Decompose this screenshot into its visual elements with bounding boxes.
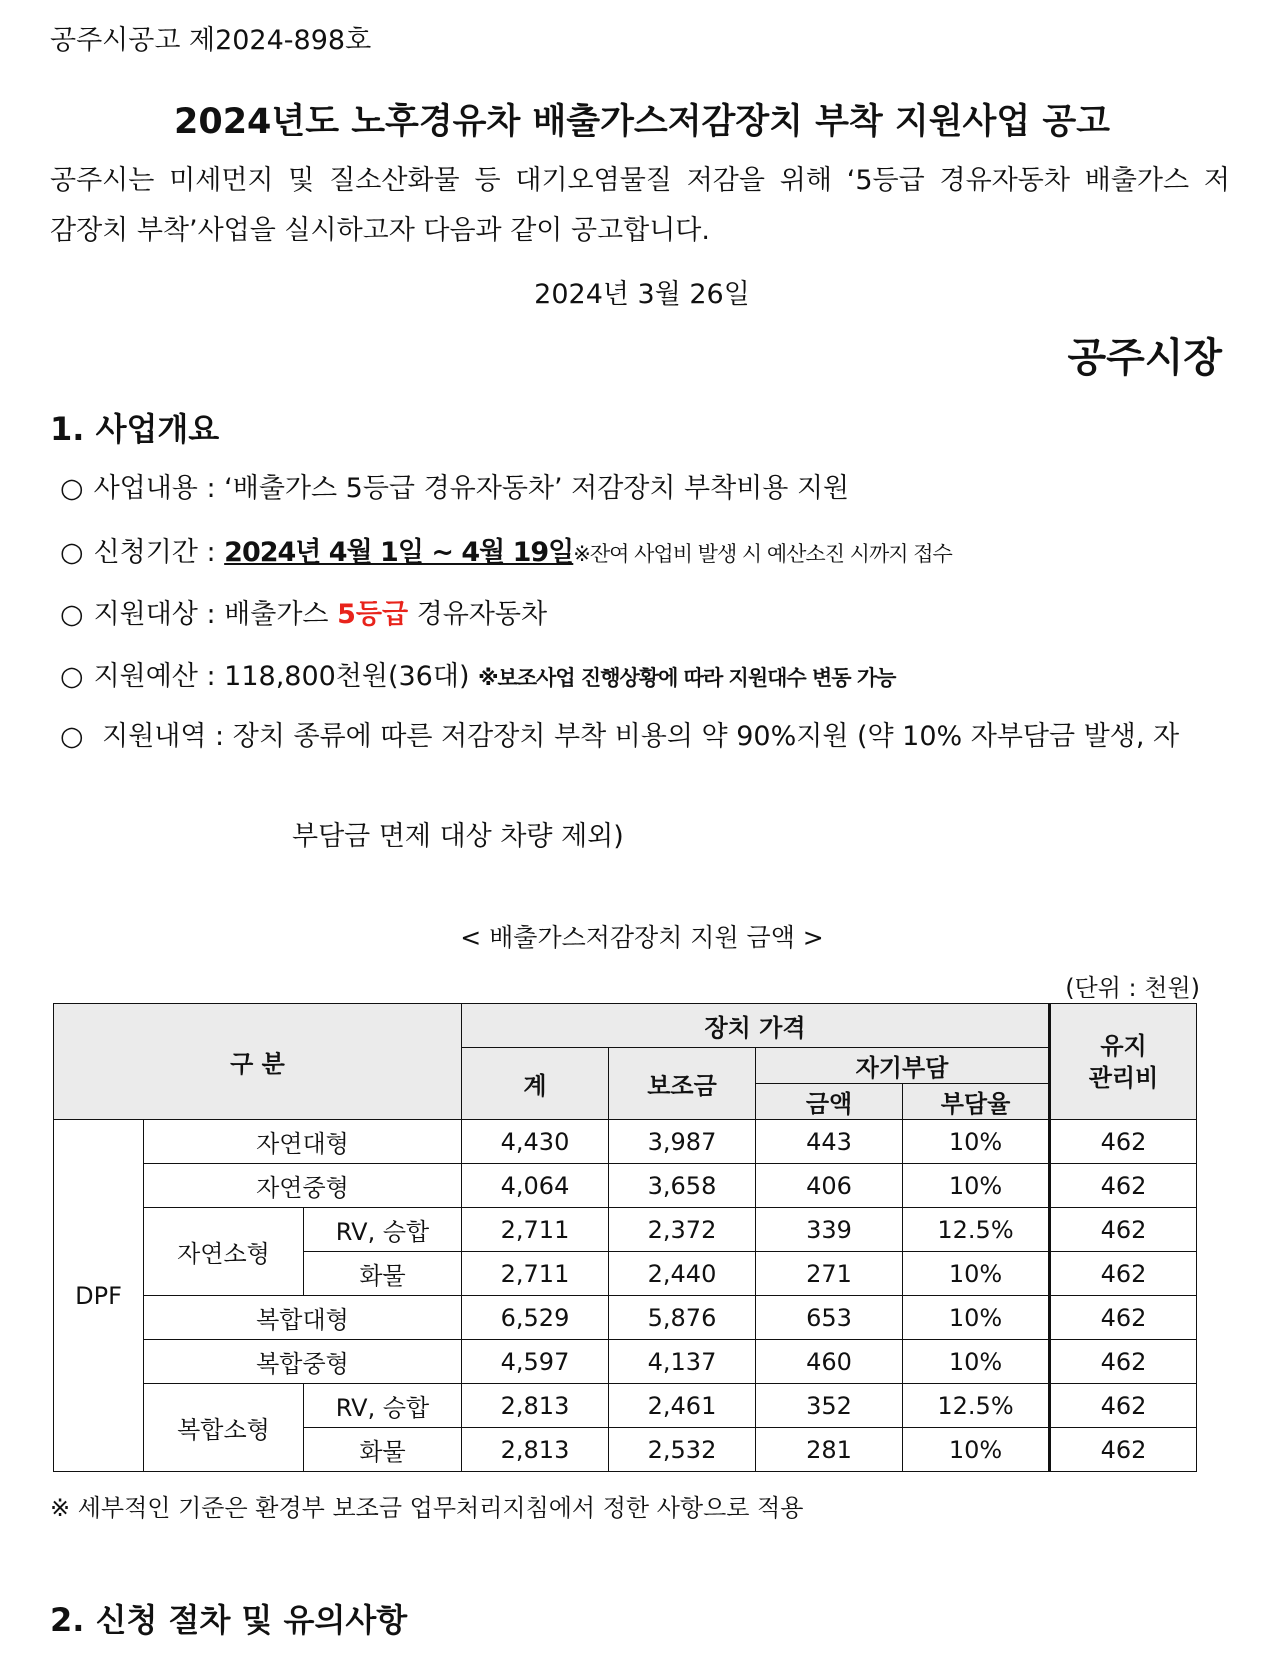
row-category: 복합중형 — [144, 1340, 462, 1384]
header-category: 구 분 — [54, 1004, 462, 1120]
cell-total: 2,711 — [462, 1208, 609, 1252]
row-subcategory: 화물 — [304, 1428, 462, 1472]
intro-line-1: 공주시는 미세먼지 및 질소산화물 등 대기오염물질 저감을 위해 ‘5등급 경유자동차 배출가스 저 — [50, 165, 1230, 196]
cell-maintenance: 462 — [1050, 1208, 1197, 1252]
section-1-heading: 1. 사업개요 — [50, 410, 220, 448]
row-category: 자연소형 — [144, 1208, 304, 1296]
item-detail-line-2: 부담금 면제 대상 차량 제외) — [292, 821, 624, 852]
item-target-post: 경유자동차 — [408, 599, 548, 630]
cell-total: 2,711 — [462, 1252, 609, 1296]
cell-subsidy: 4,137 — [609, 1340, 756, 1384]
row-subcategory: 화물 — [304, 1252, 462, 1296]
header-subsidy: 보조금 — [609, 1048, 756, 1120]
item-target-grade: 5등급 — [337, 599, 409, 630]
cell-maintenance: 462 — [1050, 1384, 1197, 1428]
bullet-circle-icon: ○ — [60, 721, 84, 752]
cell-rate: 12.5% — [903, 1208, 1050, 1252]
cell-total: 4,430 — [462, 1120, 609, 1164]
cell-rate: 10% — [903, 1428, 1050, 1472]
bullet-circle-icon: ○ — [60, 537, 84, 568]
cell-amount: 271 — [756, 1252, 903, 1296]
cell-amount: 406 — [756, 1164, 903, 1208]
table-row — [54, 1208, 1197, 1252]
item-content — [60, 466, 849, 505]
item-period-value: 2024년 4월 1일 ~ 4월 19일 — [224, 537, 574, 568]
item-budget-label: 지원예산 : — [93, 661, 225, 692]
table-row — [54, 1384, 1197, 1428]
cell-amount: 460 — [756, 1340, 903, 1384]
notice-number: 공주시공고 제2024-898호 — [50, 25, 372, 56]
cell-subsidy: 3,658 — [609, 1164, 756, 1208]
header-device-price: 장치 가격 — [462, 1004, 1050, 1048]
table-unit: (단위 : 천원) — [1065, 974, 1200, 1002]
bullet-circle-icon: ○ — [60, 473, 84, 504]
row-category: 복합소형 — [144, 1384, 304, 1472]
item-period-note: ※잔여 사업비 발생 시 예산소진 시까지 접수 — [573, 542, 952, 566]
cell-subsidy: 3,987 — [609, 1120, 756, 1164]
row-subcategory: RV, 승합 — [304, 1384, 462, 1428]
item-target-label: 지원대상 : — [93, 599, 225, 630]
item-period-label: 신청기간 : — [93, 537, 225, 568]
cell-subsidy: 2,461 — [609, 1384, 756, 1428]
cell-maintenance: 462 — [1050, 1296, 1197, 1340]
cell-total: 2,813 — [462, 1384, 609, 1428]
cell-total: 4,064 — [462, 1164, 609, 1208]
item-target-pre: 배출가스 — [224, 599, 338, 630]
cell-amount: 339 — [756, 1208, 903, 1252]
item-content-value: ‘배출가스 5등급 경유자동차’ 저감장치 부착비용 지원 — [224, 473, 850, 504]
cell-total: 2,813 — [462, 1428, 609, 1472]
cell-amount: 352 — [756, 1384, 903, 1428]
cell-amount: 653 — [756, 1296, 903, 1340]
header-maintenance — [1050, 1004, 1197, 1120]
header-total: 계 — [462, 1048, 609, 1120]
issuer: 공주시장 — [1067, 335, 1222, 381]
cell-amount: 443 — [756, 1120, 903, 1164]
cell-maintenance: 462 — [1050, 1340, 1197, 1384]
intro-line-2: 감장치 부착’사업을 실시하고자 다음과 같이 공고합니다. — [50, 215, 710, 246]
item-budget — [60, 654, 895, 693]
row-category: 자연대형 — [144, 1120, 462, 1164]
notice-date: 2024년 3월 26일 — [534, 279, 750, 310]
header-rate: 부담율 — [903, 1084, 1050, 1120]
cell-maintenance: 462 — [1050, 1120, 1197, 1164]
header-amount: 금액 — [756, 1084, 903, 1120]
bullet-circle-icon: ○ — [60, 661, 84, 692]
cell-rate: 10% — [903, 1252, 1050, 1296]
item-content-label: 사업내용 : — [93, 473, 225, 504]
document-title: 2024년도 노후경유차 배출가스저감장치 부착 지원사업 공고 — [174, 102, 1110, 142]
row-subcategory: RV, 승합 — [304, 1208, 462, 1252]
item-detail-line-1: 장치 종류에 따른 저감장치 부착 비용의 약 90%지원 (약 10% 자부담금 발생, 자 — [232, 721, 1180, 752]
cell-amount: 281 — [756, 1428, 903, 1472]
header-maintenance-line-1: 유지 — [1100, 1031, 1147, 1060]
cell-subsidy: 5,876 — [609, 1296, 756, 1340]
cell-total: 6,529 — [462, 1296, 609, 1340]
cell-rate: 10% — [903, 1120, 1050, 1164]
item-budget-value: 118,800천원(36대) — [224, 661, 479, 692]
cell-maintenance: 462 — [1050, 1428, 1197, 1472]
cell-subsidy: 2,440 — [609, 1252, 756, 1296]
item-budget-note: ※보조사업 진행상황에 따라 지원대수 변동 가능 — [478, 666, 896, 690]
table-caption: < 배출가스저감장치 지원 금액 > — [460, 923, 824, 952]
table-row — [54, 1120, 1197, 1164]
cell-rate: 10% — [903, 1340, 1050, 1384]
item-period — [60, 530, 952, 569]
header-maintenance-line-2: 관리비 — [1088, 1063, 1159, 1092]
subsidy-table — [53, 1003, 1197, 1472]
item-detail-label: 지원내역 : — [93, 721, 233, 752]
cell-maintenance: 462 — [1050, 1252, 1197, 1296]
cell-rate: 12.5% — [903, 1384, 1050, 1428]
cell-rate: 10% — [903, 1296, 1050, 1340]
cell-rate: 10% — [903, 1164, 1050, 1208]
table-row — [54, 1340, 1197, 1384]
cell-maintenance: 462 — [1050, 1164, 1197, 1208]
bullet-circle-icon: ○ — [60, 599, 84, 630]
item-target — [60, 592, 547, 631]
table-row — [54, 1164, 1197, 1208]
item-detail — [60, 714, 1179, 753]
cell-subsidy: 2,372 — [609, 1208, 756, 1252]
intro-paragraph — [50, 156, 1230, 256]
table-footnote: ※ 세부적인 기준은 환경부 보조금 업무처리지침에서 정한 사항으로 적용 — [50, 1494, 804, 1522]
row-category: 자연중형 — [144, 1164, 462, 1208]
table-row — [54, 1296, 1197, 1340]
device-type: DPF — [54, 1120, 144, 1472]
section-2-heading: 2. 신청 절차 및 유의사항 — [50, 1601, 408, 1639]
cell-total: 4,597 — [462, 1340, 609, 1384]
header-self-pay: 자기부담 — [756, 1048, 1050, 1084]
row-category: 복합대형 — [144, 1296, 462, 1340]
cell-subsidy: 2,532 — [609, 1428, 756, 1472]
